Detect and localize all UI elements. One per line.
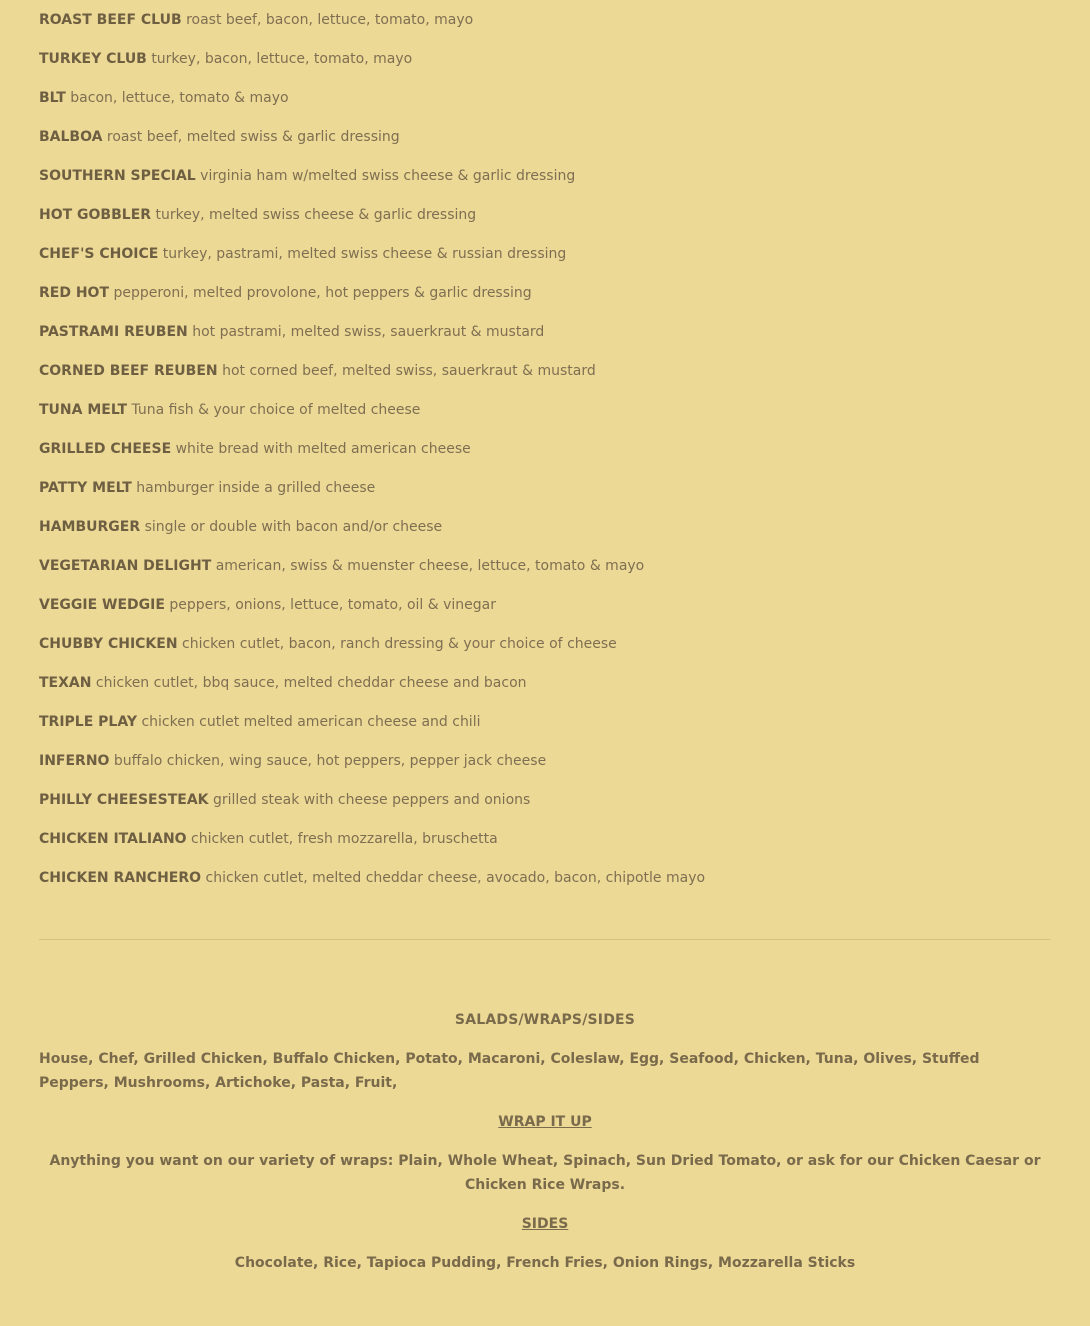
menu-item-description: turkey, bacon, lettuce, tomato, mayo — [151, 51, 413, 67]
menu-item-description: turkey, melted swiss cheese & garlic dressing — [155, 207, 477, 223]
menu-item-description: hot corned beef, melted swiss, sauerkraut & mustard — [222, 363, 596, 379]
menu-item-name: HAMBURGER — [39, 519, 141, 535]
menu-item — [39, 671, 1051, 695]
menu-item-description: chicken cutlet, melted cheddar cheese, avocado, bacon, chipotle mayo — [205, 870, 706, 886]
salads-list: House, Chef, Grilled Chicken, Buffalo Chicken, Potato, Macaroni, Coleslaw, Egg, Seafood, Chicken, Tuna, Olives, Stuffed Peppers, Mushrooms, Artichoke, Pasta, Fruit, — [39, 1051, 980, 1091]
menu-item — [39, 866, 1051, 890]
salads-section-title: SALADS/WRAPS/SIDES — [454, 1012, 636, 1028]
menu-item — [39, 47, 1051, 71]
menu-item-description: hot pastrami, melted swiss, sauerkraut & mustard — [192, 324, 545, 340]
section-divider — [39, 939, 1050, 940]
menu-item-description: buffalo chicken, wing sauce, hot peppers, pepper jack cheese — [113, 753, 547, 769]
menu-item-name: GRILLED CHEESE — [39, 441, 172, 457]
menu-item-description: pepperoni, melted provolone, hot peppers & garlic dressing — [113, 285, 532, 301]
menu-item-name: CHUBBY CHICKEN — [39, 636, 178, 652]
menu-item — [39, 242, 1051, 266]
menu-item-description: roast beef, melted swiss & garlic dressing — [106, 129, 400, 145]
menu-item-name: PATTY MELT — [39, 480, 132, 496]
menu-item — [39, 8, 1051, 32]
menu-item — [39, 203, 1051, 227]
menu-item-name: VEGETARIAN DELIGHT — [39, 558, 212, 574]
menu-item-description: chicken cutlet melted american cheese and chili — [141, 714, 481, 730]
menu-item-description: grilled steak with cheese peppers and onions — [212, 792, 531, 808]
menu-item-description: virginia ham w/melted swiss cheese & garlic dressing — [200, 168, 576, 184]
menu-item-name: ROAST BEEF CLUB — [39, 12, 182, 28]
menu-item-description: hamburger inside a grilled cheese — [136, 480, 376, 496]
menu-item — [39, 359, 1051, 383]
menu-item — [39, 515, 1051, 539]
menu-item-name: CHEF'S CHOICE — [39, 246, 159, 262]
menu-item — [39, 125, 1051, 149]
wrap-description: Anything you want on our variety of wraps: Plain, Whole Wheat, Spinach, Sun Dried Tomato, or ask for our Chicken Caesar or Chicken Rice Wraps. — [49, 1153, 1041, 1193]
menu-item-name: CHICKEN RANCHERO — [39, 870, 202, 886]
menu-item-description: peppers, onions, lettuce, tomato, oil & vinegar — [169, 597, 497, 613]
menu-item-name: TRIPLE PLAY — [39, 714, 137, 730]
menu-item — [39, 788, 1051, 812]
menu-item-description: chicken cutlet, bbq sauce, melted cheddar cheese and bacon — [95, 675, 527, 691]
menu-item — [39, 398, 1051, 422]
sandwich-menu-list — [39, 8, 1051, 890]
menu-item — [39, 437, 1051, 461]
menu-item-name: CORNED BEEF REUBEN — [39, 363, 218, 379]
menu-item-name: RED HOT — [39, 285, 110, 301]
menu-item-description: chicken cutlet, fresh mozzarella, bruschetta — [191, 831, 498, 847]
wrap-it-up-title: WRAP IT UP — [498, 1114, 592, 1130]
menu-item-description: Tuna fish & your choice of melted cheese — [131, 402, 421, 418]
menu-item — [39, 320, 1051, 344]
menu-item — [39, 593, 1051, 617]
menu-item — [39, 710, 1051, 734]
menu-item-name: CHICKEN ITALIANO — [39, 831, 187, 847]
menu-item-description: white bread with melted american cheese — [175, 441, 471, 457]
sides-title: SIDES — [521, 1216, 569, 1232]
menu-item — [39, 476, 1051, 500]
menu-item-name: INFERNO — [39, 753, 110, 769]
sides-list: Chocolate, Rice, Tapioca Pudding, French Fries, Onion Rings, Mozzarella Sticks — [234, 1255, 856, 1271]
menu-item-name: BALBOA — [39, 129, 103, 145]
menu-item-name: VEGGIE WEDGIE — [39, 597, 165, 613]
menu-item-name: TEXAN — [39, 675, 92, 691]
menu-item-description: chicken cutlet, bacon, ranch dressing & your choice of cheese — [182, 636, 617, 652]
salads-wraps-sides-section — [39, 1008, 1051, 1275]
menu-item-description: bacon, lettuce, tomato & mayo — [70, 90, 289, 106]
menu-item — [39, 164, 1051, 188]
menu-item — [39, 86, 1051, 110]
menu-item — [39, 827, 1051, 851]
menu-item-name: BLT — [39, 90, 66, 106]
menu-item-name: SOUTHERN SPECIAL — [39, 168, 196, 184]
menu-item — [39, 632, 1051, 656]
menu-item-description: turkey, pastrami, melted swiss cheese & russian dressing — [162, 246, 567, 262]
menu-item — [39, 281, 1051, 305]
menu-item-description: american, swiss & muenster cheese, lettuce, tomato & mayo — [215, 558, 645, 574]
menu-item-name: TURKEY CLUB — [39, 51, 147, 67]
menu-item-description: roast beef, bacon, lettuce, tomato, mayo — [186, 12, 474, 28]
menu-item — [39, 749, 1051, 773]
menu-item-name: PASTRAMI REUBEN — [39, 324, 188, 340]
menu-item-description: single or double with bacon and/or cheese — [144, 519, 443, 535]
menu-item-name: PHILLY CHEESESTEAK — [39, 792, 209, 808]
menu-item — [39, 554, 1051, 578]
menu-item-name: TUNA MELT — [39, 402, 127, 418]
menu-item-name: HOT GOBBLER — [39, 207, 152, 223]
